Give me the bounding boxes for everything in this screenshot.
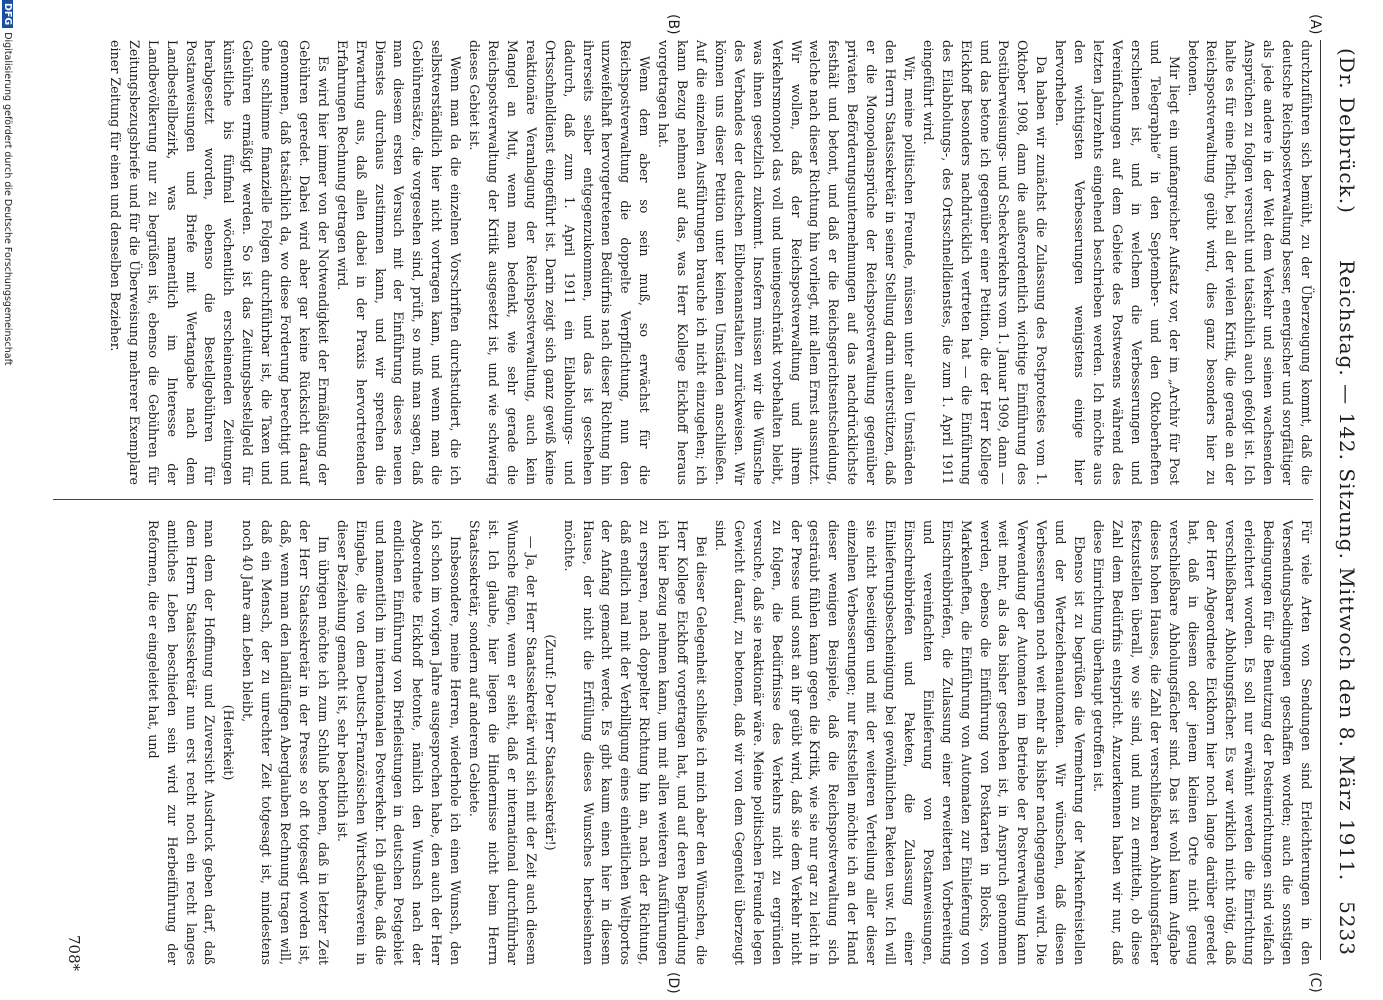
paragraph: man dem der Hoffnung und Zuversicht Ausdruck geben darf, daß dem Herrn Staatssekretär nun erst recht noch ein recht langes amtliches Leben beschieden sein wird zur Herbeiführung der Reformen, die er eingeleitet hat, und [145, 520, 218, 965]
paragraph: — Ja, der Herr Staatssekretär wird sich mit der Zeit auch diesem Wunsche fügen, wenn er sieht, daß er international durchführbar ist. Ich glaube, hier liegen die Hindernisse nicht beim Herrn Staatssekretär, sondern auf anderem Gebiete. [467, 520, 539, 965]
paragraph: Da haben wir zunächst die Zulassung des Postprotestes vom 1. Oktober 1908, dann die außerordentlich wichtige Einführung des Postüberweisungs- und Scheckverkehrs vom 1. Januar 1909, dann — und das betone ich gegenüber einer Petition, die der Herr Kollege Eickhoff besonders nachdrücklich vertreten hat — die Einführung des Eilabholungs-, des Ortsschnelldienstes, die zum 1. April 1911 eingeführt wird. [920, 40, 1050, 485]
header-rule [1320, 40, 1321, 960]
paragraph: Insbesondere, meine Herren, wiederhole ich einen Wunsch, den ich schon im vorigen Jahre ausgesprochen habe, den auch der Herr Abgeordnete Eickhoff betonte, nämlich den Wunsch nach der endlichen Einführung von Briefleistungen in deutschen Postgebiet und namentlich im internationalen Postverkehr. Ich glaube, daß die Eingabe, die von dem Deutsch-Französischen Wirtschaftsverein in dieser Beziehung gemacht ist, sehr beachtlich ist. [334, 520, 464, 965]
paragraph: Wir, meine politischen Freunde, müssen unter allen Umständen den Herrn Staatssekretär in seiner Stellung darin unterstützen, daß er die Monopolansprüche der Reichspostverwaltung gegenüber privaten Beförderungsunternehmungen auf das nachdrücklichste festhält und betont, und daß er die Reichsgerichtsentscheidung, welche nach dieser Richtung hin vorliegt, mit allem Ernst aussnutzt. Wir wollen, daß der Reichspostverwaltung und ihrem Verkehrsmonopol das voll und uneingeschränkt vorbehalten bleibt, was ihnen gesetzlich zukommt. Insofern müssen wir die Wünsche des Verbandes der deutschen Eilbotenanstalten zurückweisen. Wir können uns dieser Petition unter keinen Umständen anschließen. Auf die einzelnen Ausführungen brauche ich nicht einzugehen; ich kann Bezug nehmen auf das, was Herr Kollege Eickhoff heraus vorgetragen hat. [656, 40, 917, 485]
margin-letter-a: (A) [1307, 14, 1323, 35]
paragraph: Es wird hier immer von der Notwendigkeit der Ermäßigung der Gebühren geredet. Dabei wird aber gar keine Rücksicht darauf genommen, daß tatsächlich da, wo diese Forderung berechtigt und ohne schlimme finanzielle Folgen durchführbar ist, die Taxen und Gebühren ermäßigt werden. So ist das Zeitungsbestellgeld für künstliche bis fünfmal wöchentlich erscheinenden Zeitungen herabgesetzt worden, ebenso die Bestellgebühren für Postanweisungen und Briefe mit Wertangabe nach dem Landbestellbezirk, was namentlich im Interesse der Landbevölkerung nur zu begrüßen ist, ebenso die Gebühren für Zeitungsbezugsbriefe und für die Überweisung mehrerer Exemplare einer Zeitung für einen und denselben Bezieher. [107, 40, 331, 485]
margin-letter-b: (B) [665, 14, 681, 35]
session-header: Reichstag. — 142. Sitzung. Mittwoch den 8. März 1911. [1335, 260, 1359, 882]
column-divider [53, 499, 1313, 500]
paragraph: Ebenso ist zu begrüßen die Vermehrung der Markenfreistellen und der Wertzeichenautomaten. Wir wünschen, daß diesen Verbesserungen noch weit mehr als bisher nachgegangen wird. Die Verwendung der Automaten im Betriebe der Postverwaltung kann weit mehr, als das bisher geschehen ist, in Anspruch genommen werden, ebenso die Einführung von Postkarten in Blocks, von Markenheften, die Einführung von Automaten zur Einlieferung von Einschreibbriefen, die Zulassung einer erweiterten Vorbereitung und vereinfachten Einlieferung von Postanweisungen, Einschreibbriefen und Paketen, die Zulassung einer Einlieferungsbescheinigung bei gewöhnlichen Paketen usw. Ich will sie nicht beseitigen und mit der weiteren Verteilung aller dieser einzelnen Verbesserungen; nur feststellen möchte ich an der Hand dieser wenigen Beispiele, daß die Reichspostverwaltung sich gesträubt fühlen kann gegen die Kritik, wie sie nur gar zu leicht in der Presse und sonst an ihr geübt wird, daß sie dem Verkehr nicht zu folgen, die Bedürfnisse des Verkehrs nicht zu ergründen versuche, daß sie reaktionär wäre. Meine politischen Freunde legen Gewicht darauf, zu betonen, daß wir von dem Gegenteil überzeugt sind. [712, 520, 1088, 965]
paragraph: Im übrigen möchte ich zum Schluß betonen, daß in letzter Zeit der Herr Staatssekretär in der Presse so oft totgesagt worden ist, daß, wenn man den landläufigen Aberglauben Rechnung tragen will, daß ein Mensch, der zu unrechter Zeit totgesagt ist, mindestens noch 40 Jahre am Leben bleibt, [240, 520, 331, 965]
margin-letter-c: (C) [1307, 972, 1323, 993]
paragraph: Wenn dem aber so sein muß, so erwächst für die Reichspostverwaltung die doppelte Verpflichtung, nun den unzweifelhaft hervorgetretenen Bedürfnis nach dieser Richtung hin ihrerseits selber entgegenzukommen, und das ist geschehen dadurch, daß zum 1. April 1911 ein Eilabholungs- und Ortsschnelldienst eingeführt ist. Darin zeigt sich ganz gewiß keine reaktionäre Veranlagung der Reichspostverwaltung, auch kein Mangel an Mut, wenn man bedenkt, wie sehr gerade die Reichspostverwaltung der Kritik ausgesetzt ist, und wie schwierig dieses Gebiet ist. [467, 40, 653, 485]
right-column [143, 520, 1315, 965]
page-number: 5233 [1335, 901, 1359, 956]
left-column [105, 40, 1315, 485]
dfg-logo: DFG [2, 0, 13, 28]
paragraph: Mir liegt ein umfangreicher Aufsatz vor, der im „Archiv für Post und Telegraphie“ in den September- und den Oktoberheften erschienen ist, und in welchem die Verbesserungen und Vereinfachungen auf dem Gebiete des Postwesens während des letzten Jahrzehnts eingehend beschrieben werden. Ich möchte aus den wichtigsten Verbesserungen wenigstens einige hier hervorheben. [1053, 40, 1182, 485]
margin-letter-d: (D) [665, 972, 681, 994]
interjection: (Heiterkeit) [221, 704, 237, 781]
paragraph: Für viele Arten von Sendungen sind Erleichterungen in den Versendungsbedingungen geschaffen worden; auch die sonstigen Bedingungen für die Benutzung der Posteinrichtungen sind vielfach erleichtert worden. Es soll nur erwähnt werden die Einrichtung verschließbarer Abholungsfächer. Es war wirklich nicht nötig, daß der Herr Abgeordnete Eickhorn hier noch lange darüber geredet hat, daß in diesem oder jenem kleinen Orte nicht genug verschließbare Abholungsfächer sind. Das ist wohl kaum Aufgabe dieses hohen Hauses, die Zahl der verschließbaren Abholungsfächer festzustellen überall, wo sie sind, und nun zu ermitteln, ob diese Zahl dem Bedürfnis entspricht. Anzuerkennen haben wir nur, daß diese Einrichtung überhaupt getroffen ist. [1091, 520, 1314, 965]
signature-mark: 708* [65, 935, 83, 972]
paragraph: Wenn man da die einzelnen Vorschriften durchstudiert, die ich selbstverständlich hier nicht vortragen kann, und wenn man die Gebührensätze, die vorgesehen sind, prüft, so muß man sagen, daß man diesem ersten Versuch mit der Einführung dieses neuen Dienstes durchaus zustimmen kann, und wir sprechen die Erwartung aus, daß allen dabei in der Praxis hervortretenden Erfahrungen Rechnung getragen wird. [334, 40, 464, 485]
digitization-credit [2, 0, 13, 1000]
interjection: (Zuruf: Der Herr Staatssekretär!) [542, 634, 558, 851]
credit-text: Digitalisierung gefördert durch die Deutsche Forschungsgemeinschaft [2, 32, 13, 366]
paragraph: durchzuführen sich bemüht, zu der Überzeugung kommt, daß die deutsche Reichspostverwaltung besser, energischer und sorgfältiger als jede andere in der Welt dem Verkehr und seinen wachsenden Ansprüchen zu folgen versucht und tatsächlich auch gefolgt ist. Ich halte es für eine Pflicht, bei all der vielen Kritik, die gerade an der Reichspostverwaltung geübt wird, dies ganz besonders hier zu betonen. [1185, 40, 1314, 485]
paragraph: Bei dieser Gelegenheit schließe ich mich aber den Wünschen, die Herr Kollege Eickhoff vorgetragen hat, und auf deren Begründung ich hier Bezug nehmen kann, um mit allen weiteren Ausführungen zu ersparen, nach doppelter Richtung hin an, nach der Richtung, daß endlich mal mit der Verbilligung eines einheitlichen Weltportos der Anfang gemacht werde. Es gibt kaum einen hier in diesem Hause, der nicht die Erfüllung dieses Wunsches herbeisehnen möchte. [561, 520, 709, 965]
speaker-header: (Dr. Delbrück.) [1335, 48, 1359, 214]
